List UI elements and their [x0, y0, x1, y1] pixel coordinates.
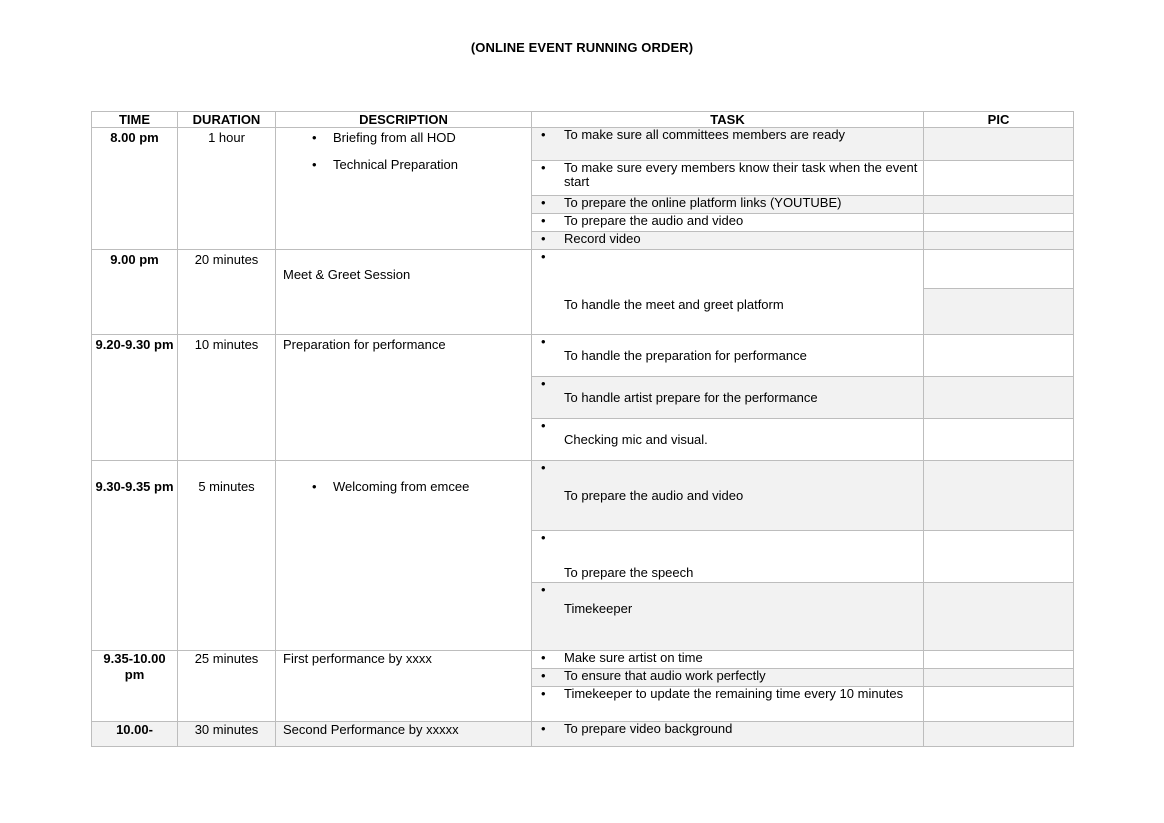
pic-cell[interactable]	[924, 289, 1074, 335]
pic-cell[interactable]	[924, 722, 1074, 747]
pic-cell[interactable]	[924, 669, 1074, 687]
description-cell: Second Performance by xxxxx	[276, 722, 532, 747]
task-cell: • Timekeeper	[532, 583, 924, 651]
document-title: (ONLINE EVENT RUNNING ORDER)	[470, 40, 694, 55]
time-cell: 10.00-	[92, 722, 178, 747]
header-row	[92, 112, 1074, 128]
description-cell: Meet & Greet Session	[276, 250, 532, 335]
duration-cell: 30 minutes	[178, 722, 276, 747]
pic-cell[interactable]	[924, 335, 1074, 377]
pic-cell[interactable]	[924, 651, 1074, 669]
header-task: TASK	[532, 112, 924, 128]
header-time: TIME	[92, 112, 178, 128]
task-cell: • To prepare the audio and video	[532, 214, 924, 232]
header-duration: DURATION	[178, 112, 276, 128]
pic-cell[interactable]	[924, 196, 1074, 214]
time-cell: 9.30-9.35 pm	[92, 461, 178, 651]
description-item: • Briefing from all HOD	[276, 130, 531, 146]
pic-cell[interactable]	[924, 687, 1074, 722]
task-cell: • To prepare video background	[532, 722, 924, 747]
pic-cell[interactable]	[924, 377, 1074, 419]
header-pic: PIC	[924, 112, 1074, 128]
task-cell: • To prepare the online platform links (YOUTUBE)	[532, 196, 924, 214]
pic-cell[interactable]	[924, 214, 1074, 232]
table-row	[92, 461, 1074, 531]
task-cell: • To handle artist prepare for the performance	[532, 377, 924, 419]
description-cell: First performance by xxxx	[276, 651, 532, 722]
task-cell: • To ensure that audio work perfectly	[532, 669, 924, 687]
task-cell: • To prepare the speech	[532, 531, 924, 583]
task-cell: • Checking mic and visual.	[532, 419, 924, 461]
task-cell: • Timekeeper to update the remaining time every 10 minutes	[532, 687, 924, 722]
task-cell: • Make sure artist on time	[532, 651, 924, 669]
duration-cell: 1 hour	[178, 128, 276, 250]
pic-cell[interactable]	[924, 232, 1074, 250]
duration-cell: 20 minutes	[178, 250, 276, 335]
pic-cell[interactable]	[924, 419, 1074, 461]
duration-cell: 10 minutes	[178, 335, 276, 461]
description-item: • Technical Preparation	[276, 157, 531, 173]
task-cell: • To handle the preparation for performance	[532, 335, 924, 377]
table-row	[92, 250, 1074, 289]
pic-cell[interactable]	[924, 250, 1074, 289]
description-item: • Welcoming from emcee	[276, 479, 531, 495]
time-cell: 8.00 pm	[92, 128, 178, 250]
table-row	[92, 128, 1074, 161]
table-row	[92, 651, 1074, 669]
pic-cell[interactable]	[924, 128, 1074, 161]
table-row	[92, 722, 1074, 747]
duration-cell: 25 minutes	[178, 651, 276, 722]
duration-cell: 5 minutes	[178, 461, 276, 651]
task-cell: • To make sure all committees members are ready	[532, 128, 924, 161]
description-cell	[276, 128, 532, 250]
header-description: DESCRIPTION	[276, 112, 532, 128]
pic-cell[interactable]	[924, 161, 1074, 196]
time-cell: 9.35-10.00 pm	[92, 651, 178, 722]
task-cell: • To make sure every members know their task when the event start	[532, 161, 924, 196]
running-order-table	[91, 111, 1074, 747]
time-cell: 9.20-9.30 pm	[92, 335, 178, 461]
description-cell: Preparation for performance	[276, 335, 532, 461]
task-cell: • Record video	[532, 232, 924, 250]
pic-cell[interactable]	[924, 461, 1074, 531]
table-row	[92, 335, 1074, 377]
task-cell: • To prepare the audio and video	[532, 461, 924, 531]
description-cell	[276, 461, 532, 651]
time-cell: 9.00 pm	[92, 250, 178, 335]
task-cell: • To handle the meet and greet platform	[532, 250, 924, 335]
pic-cell[interactable]	[924, 531, 1074, 583]
pic-cell[interactable]	[924, 583, 1074, 651]
